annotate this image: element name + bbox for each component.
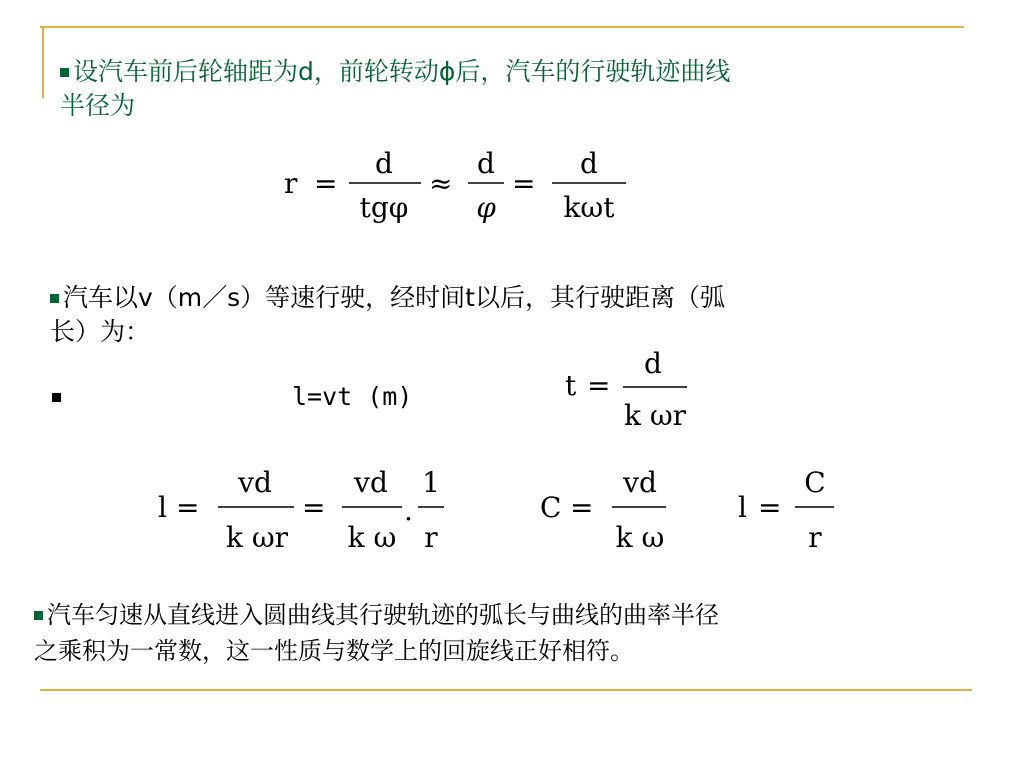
- bullet-icon: [60, 68, 69, 77]
- formula-arc-constant: [738, 462, 848, 564]
- fraction-denominator: r: [808, 521, 822, 554]
- fraction-denominator: kωt: [563, 191, 615, 224]
- paragraph-line: 长）为：: [50, 317, 151, 346]
- formula-radius: [284, 145, 644, 232]
- top-rule: [40, 26, 964, 28]
- fraction-denominator: φ: [476, 191, 496, 224]
- paragraph-arc-length: [52, 380, 452, 414]
- bottom-rule: [40, 689, 972, 691]
- formula-lhs: l: [738, 491, 747, 524]
- bullet-icon: [52, 393, 61, 402]
- paragraph-wheelbase: [60, 55, 730, 123]
- fraction-numerator: 1: [422, 466, 440, 499]
- formula-equals: =: [302, 491, 326, 524]
- formula-approx: ≈: [429, 167, 453, 200]
- paragraph-clothoid: [34, 597, 719, 669]
- fraction-numerator: vd: [354, 466, 388, 499]
- arc-length-expression: l=vt (m): [292, 382, 413, 411]
- formula-dot: .: [404, 494, 413, 527]
- fraction-denominator: k ω: [615, 521, 665, 554]
- fraction-numerator: d: [477, 147, 495, 180]
- fraction-numerator: d: [375, 147, 393, 180]
- fraction-denominator: r: [424, 521, 438, 554]
- formula-equals: =: [512, 167, 536, 200]
- paragraph-line: 半径为: [60, 91, 136, 120]
- formula-lhs: t: [565, 369, 577, 402]
- formula-lhs: r: [284, 167, 298, 200]
- fraction-denominator: tgφ: [359, 191, 409, 224]
- formula-constant: [540, 462, 680, 564]
- left-rule: [42, 26, 44, 98]
- formula-time: [565, 345, 705, 442]
- formula-lhs: C: [540, 491, 562, 524]
- fraction-denominator: k ω: [347, 521, 397, 554]
- paragraph-line: 设汽车前后轮轴距为d，前轮转动ϕ后，汽车的行驶轨迹曲线: [73, 57, 731, 86]
- paragraph-distance: [50, 281, 725, 349]
- formula-equals: =: [570, 491, 594, 524]
- fraction-numerator: d: [580, 147, 598, 180]
- formula-equals: =: [314, 167, 338, 200]
- fraction-numerator: vd: [623, 466, 657, 499]
- paragraph-line: 汽车以v（m／s）等速行驶，经时间t以后，其行驶距离（弧: [63, 283, 725, 312]
- bullet-icon: [50, 294, 59, 303]
- fraction-numerator: vd: [238, 466, 272, 499]
- formula-equals: =: [587, 369, 611, 402]
- fraction-denominator: k ωr: [623, 399, 687, 432]
- formula-lhs: l: [158, 491, 167, 524]
- formula-equals: =: [176, 491, 200, 524]
- fraction-numerator: d: [644, 347, 662, 380]
- formula-equals: =: [758, 491, 782, 524]
- paragraph-line: 汽车匀速从直线进入圆曲线其行驶轨迹的弧长与曲线的曲率半径: [47, 601, 719, 629]
- fraction-numerator: C: [804, 466, 826, 499]
- bullet-icon: [34, 611, 43, 620]
- paragraph-line: 之乘积为一常数，这一性质与数学上的回旋线正好相符。: [34, 637, 634, 665]
- fraction-denominator: k ωr: [225, 521, 289, 554]
- formula-arc-length: [158, 462, 458, 564]
